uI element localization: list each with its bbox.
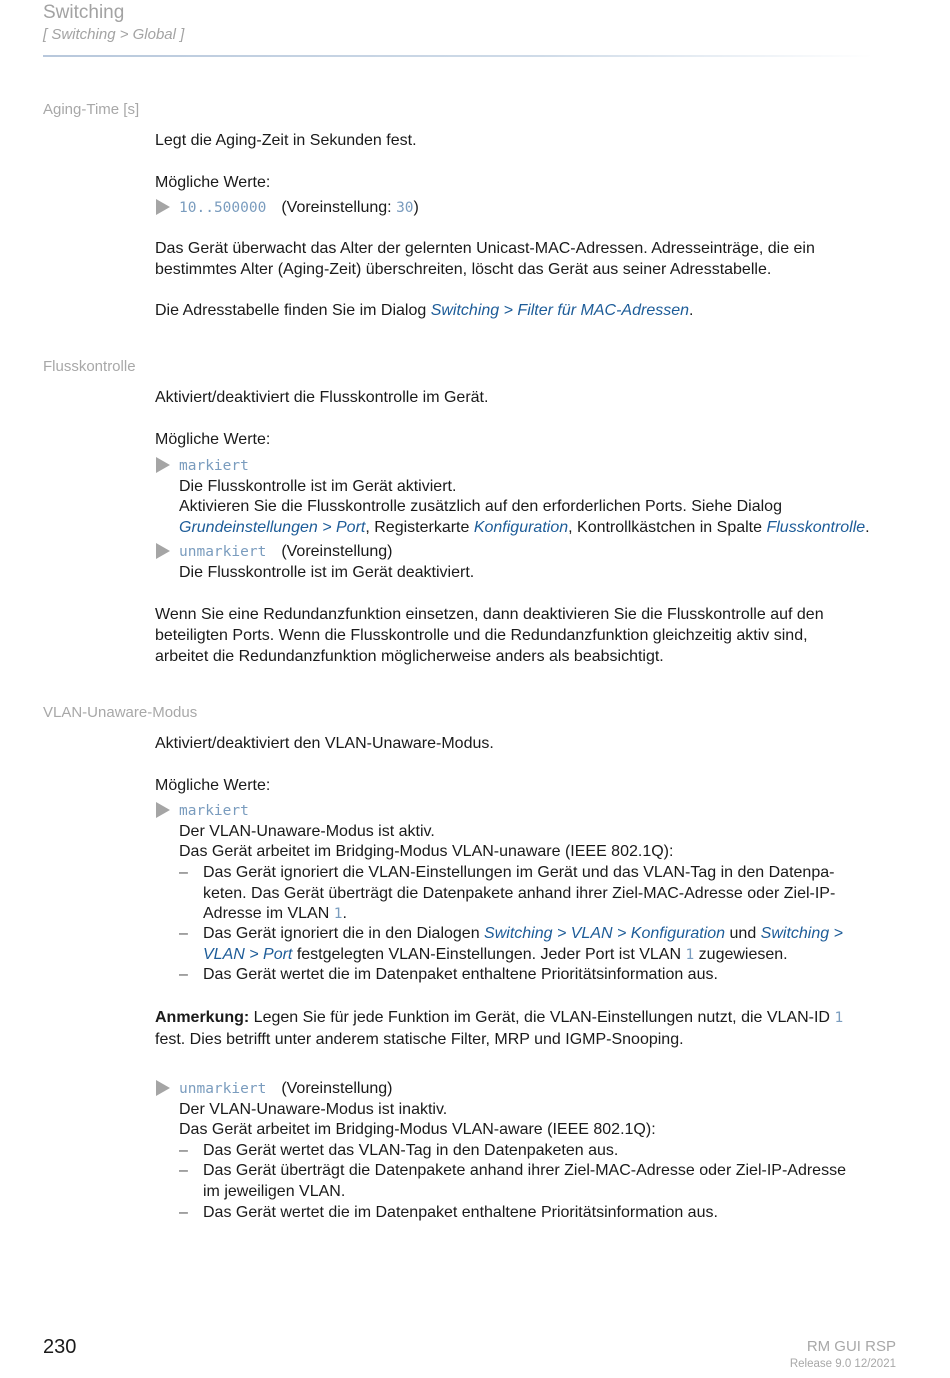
header-divider <box>43 55 873 57</box>
aging-paragraph <box>155 238 900 280</box>
vlan-id-code: 1 <box>685 946 695 963</box>
text-span: . <box>342 905 347 923</box>
dash-bullet: – <box>179 1204 188 1221</box>
section-label-aging-time: Aging-Time [s] <box>43 101 140 118</box>
text-line: keten. Das Gerät überträgt die Datenpakete anhand ihrer Ziel-MAC-Adresse oder Ziel-IP- <box>203 884 836 902</box>
bullet-triangle-icon <box>156 802 170 818</box>
text-span: . <box>689 302 694 319</box>
aging-description: Legt die Aging-Zeit in Sekunden fest. <box>155 132 417 149</box>
text-line: Das Gerät ignoriert die VLAN-Einstellungen im Gerät und das VLAN-Tag in den Datenpa- <box>203 864 835 881</box>
document-name: RM GUI RSP <box>806 1338 896 1355</box>
vlan-note <box>155 1007 900 1050</box>
option-code: unmarkiert <box>179 1081 267 1097</box>
vlan-aware-point-2 <box>203 1161 898 1202</box>
text-span: , Registerkarte <box>365 518 474 536</box>
text-line: Das Gerät überträgt die Datenpakete anhand ihrer Ziel-MAC-Adresse oder Ziel-IP-Adresse <box>203 1162 846 1179</box>
bullet-triangle-icon <box>156 199 170 215</box>
default-prefix: (Voreinstellung: <box>281 199 397 216</box>
default-label: (Voreinstellung) <box>281 1080 393 1097</box>
text-line: Das Gerät überwacht das Alter der gelernten Unicast-MAC-Adressen. Adresseinträge, die ein <box>155 240 815 257</box>
flow-option-unchecked <box>179 542 899 583</box>
flow-note <box>155 604 900 667</box>
flow-description: Aktiviert/deaktiviert die Flusskontrolle im Gerät. <box>155 389 489 406</box>
range-max: 500000 <box>213 200 267 216</box>
flow-option-checked <box>179 456 899 538</box>
option-code: unmarkiert <box>179 544 267 560</box>
page-number: 230 <box>43 1336 77 1358</box>
default-value: 30 <box>396 200 414 216</box>
vlan-unaware-point-2 <box>203 924 898 965</box>
flow-values-label: Mögliche Werte: <box>155 431 271 448</box>
range-min: 10 <box>179 200 197 216</box>
page-title: Switching <box>43 2 125 23</box>
vlan-aware-point-1: Das Gerät wertet das VLAN-Tag in den Datenpaketen aus. <box>203 1142 619 1159</box>
text-line: Wenn Sie eine Redundanzfunktion einsetzen, dann deaktivieren Sie die Flusskontrolle auf den <box>155 606 824 623</box>
vlan-id-code: 1 <box>834 1010 844 1026</box>
text-span: Die Adresstabelle finden Sie im Dialog <box>155 302 431 319</box>
text-line: arbeitet die Redundanzfunktion möglicherweise anders als beabsichtigt. <box>155 648 664 665</box>
vlan-aware-point-3: Das Gerät wertet die im Datenpaket enthaltene Prioritätsinformation aus. <box>203 1204 718 1221</box>
link-flow-control-column[interactable]: Flusskontrolle <box>766 518 866 536</box>
text-line: beteiligten Ports. Wenn die Flusskontrolle und die Redundanzfunktion gleichzeitig aktiv sind, <box>155 627 808 644</box>
section-label-flow-control: Flusskontrolle <box>43 358 136 375</box>
vlan-description: Aktiviert/deaktiviert den VLAN-Unaware-Modus. <box>155 735 494 752</box>
aging-reference <box>155 300 900 321</box>
aging-values-label: Mögliche Werte: <box>155 174 271 191</box>
text-line: fest. Dies betrifft unter anderem statische Filter, MRP und IGMP-Snooping. <box>155 1031 684 1048</box>
text-line: Die Flusskontrolle ist im Gerät aktiviert. <box>179 477 457 495</box>
text-span: Adresse im VLAN <box>203 905 334 923</box>
text-line: Die Flusskontrolle ist im Gerät deaktiviert. <box>179 563 475 581</box>
vlan-option-unchecked <box>179 1079 899 1141</box>
link-configuration-tab[interactable]: Konfiguration <box>473 518 569 536</box>
default-label: (Voreinstellung) <box>281 543 393 560</box>
dash-bullet: – <box>179 1162 188 1179</box>
vlan-unaware-point-1 <box>203 863 898 925</box>
vlan-unaware-point-3: Das Gerät wertet die im Datenpaket enthaltene Prioritätsinformation aus. <box>203 966 718 983</box>
vlan-values-label: Mögliche Werte: <box>155 777 271 794</box>
section-label-vlan-unaware: VLAN-Unaware-Modus <box>43 704 198 721</box>
text-span: festgelegten VLAN-Einstellungen. Jeder Port ist VLAN <box>292 945 686 963</box>
option-code: markiert <box>179 458 249 474</box>
link-vlan-port[interactable]: Switching > <box>760 925 843 942</box>
note-label: Anmerkung: <box>155 1009 250 1026</box>
text-span: Legen Sie für jede Funktion im Gerät, die VLAN-Einstellungen nutzt, die VLAN-ID <box>249 1009 835 1026</box>
text-line: Der VLAN-Unaware-Modus ist inaktiv. <box>179 1100 448 1118</box>
dash-bullet: – <box>179 925 188 942</box>
aging-range-item <box>179 198 899 219</box>
breadcrumb: [ Switching > Global ] <box>43 26 185 43</box>
text-span: , Kontrollkästchen in Spalte <box>568 518 767 536</box>
dash-bullet: – <box>179 966 188 983</box>
text-span: . <box>865 518 870 536</box>
text-line: Der VLAN-Unaware-Modus ist aktiv. <box>179 822 435 840</box>
text-span: zugewiesen. <box>694 945 788 963</box>
range-separator: .. <box>196 200 214 216</box>
text-span: Das Gerät ignoriert die in den Dialogen <box>203 925 485 942</box>
default-suffix: ) <box>413 199 419 216</box>
link-vlan-port[interactable]: VLAN > Port <box>203 945 293 963</box>
vlan-id-code: 1 <box>333 906 343 923</box>
link-filter-mac-addresses[interactable]: Switching > Filter für MAC-Adressen <box>430 302 690 319</box>
vlan-option-checked <box>179 801 899 863</box>
bullet-triangle-icon <box>156 457 170 473</box>
link-vlan-configuration[interactable]: Switching > VLAN > Konfiguration <box>484 925 726 942</box>
bullet-triangle-icon <box>156 1080 170 1096</box>
text-line: Das Gerät arbeitet im Bridging-Modus VLAN-unaware (IEEE 802.1Q): <box>179 843 674 861</box>
text-line: im jeweiligen VLAN. <box>203 1182 346 1200</box>
bullet-triangle-icon <box>156 543 170 559</box>
text-span: und <box>725 925 761 942</box>
dash-bullet: – <box>179 864 188 881</box>
dash-bullet: – <box>179 1142 188 1159</box>
option-code: markiert <box>179 803 249 819</box>
text-line: Das Gerät arbeitet im Bridging-Modus VLAN-aware (IEEE 802.1Q): <box>179 1121 656 1139</box>
link-basic-settings-port[interactable]: Grundeinstellungen > Port <box>179 518 366 536</box>
text-line: bestimmtes Alter (Aging-Zeit) überschreiten, löscht das Gerät aus seiner Adresstabelle. <box>155 261 772 278</box>
release-info: Release 9.0 12/2021 <box>789 1358 896 1370</box>
text-line: Aktivieren Sie die Flusskontrolle zusätzlich auf den erforderlichen Ports. Siehe Dialog <box>179 498 782 516</box>
